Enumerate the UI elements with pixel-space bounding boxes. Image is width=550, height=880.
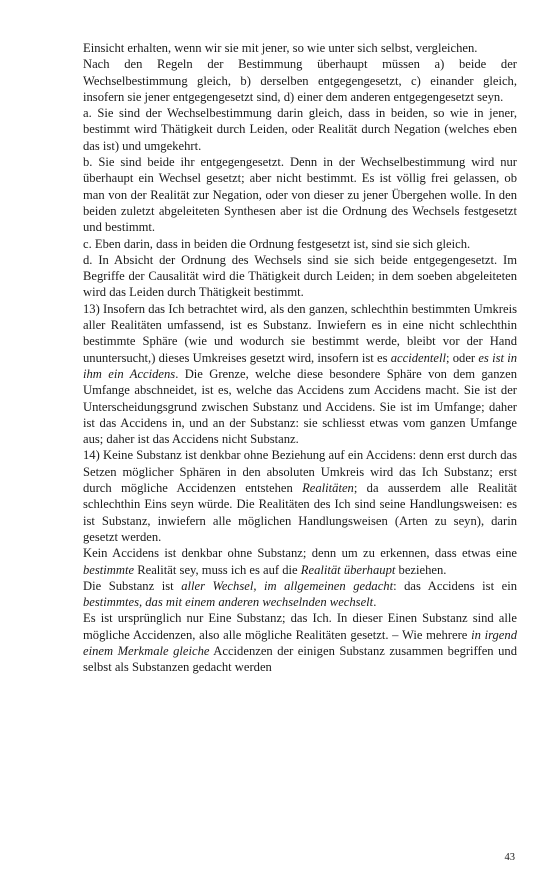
emphasis-text: Realität überhaupt xyxy=(300,562,396,577)
text-run: ; da ausserdem alle Realität schlechthin Eins seyn würde. Die Realitäten des Ich sind seine Handlungsweisen: es ist Substanz, inwiefern alle möglichen Handlungsweisen (Arten zu seyn), darin gesetzt werden. xyxy=(83,481,517,544)
text-run: : das Accidens ist ein xyxy=(393,578,517,593)
paragraph xyxy=(83,545,517,578)
paragraph xyxy=(83,56,517,105)
paragraph xyxy=(83,105,517,154)
text-run: 13) Insofern das Ich betrachtet wird, als den ganzen, schlechthin bestimmten Umkreis aller Realitäten umfassend, ist es Substanz. Inwiefern es in eine nicht schlechthin bestimmte Sphäre (wie und wodurch sie bestimmt werde, bleibt vor der Hand ununtersucht,) dieses Umkreises gesetzt wird, insofern ist es xyxy=(83,301,517,365)
emphasis-text: in irgend einem Merkmale gleiche xyxy=(83,627,517,658)
text-run: . xyxy=(373,595,377,610)
text-run: Es ist ursprünglich nur Eine Substanz; das Ich. In dieser Einen Substanz sind alle mögliche Accidenzen, also alle mögliche Realitäten gesetzt. – Wie mehrere xyxy=(83,611,517,642)
text-run: c. Eben darin, dass in beiden die Ordnung festgesetzt ist, sind sie sich gleich. xyxy=(83,236,471,251)
paragraph xyxy=(83,610,517,675)
text-run: Accidenzen der einigen Substanz zusammen begriffen und selbst als Substanzen gedacht werden xyxy=(83,643,517,675)
paragraph xyxy=(83,578,517,611)
text-run: ; oder xyxy=(446,350,479,365)
text-run: . Die Grenze, welche diese besondere Sphäre von dem ganzen Umfange abschneidet, ist es, welche das Accidens zum Accidens macht. Sie ist der Unterscheidungsgrund zwischen Substanz und Accidens. Sie ist im Umfange; daher ist das Accidens in, und an der Substanz: sie schliesst etwas vom ganzen Umfange aus; daher ist das Accidens nicht Substanz. xyxy=(83,366,517,447)
text-run: Nach den Regeln der Bestimmung überhaupt müssen a) beide der Wechselbestimmung gleich, b) derselben entgegengesetzt, c) einander gleich, insofern sie jener entgegengesetzt sind, d) einer dem anderen entgegengesetzt seyn. xyxy=(83,57,517,104)
text-run: 14) Keine Substanz ist denkbar ohne Beziehung auf ein Accidens: denn erst durch das Setzen möglicher Sphären in den absoluten Umkreis wird das Ich Substanz; erst durch mögliche Accidenzen entstehen xyxy=(83,448,517,496)
text-run: beziehen. xyxy=(395,562,447,577)
text-run: Realität sey, muss ich es auf die xyxy=(134,562,301,577)
page-number: 43 xyxy=(504,852,515,863)
paragraph xyxy=(83,236,517,252)
text-run: Die Substanz ist xyxy=(83,578,182,593)
paragraph xyxy=(83,40,517,56)
emphasis-text: accidentell xyxy=(390,350,446,365)
emphasis-text: bestimmtes, das mit einem anderen wechselnden wechselt xyxy=(83,595,374,610)
paragraph xyxy=(83,301,517,448)
emphasis-text: aller Wechsel, im allgemeinen gedacht xyxy=(181,578,394,593)
text-run: b. Sie sind beide ihr entgegengesetzt. Denn in der Wechselbestimmung wird nur überhaupt ein Wechsel gesetzt; aber nicht bestimmt. Es ist völlig frei gelassen, ob man von der Realität zur Negation, oder von dieser zu jener Übergehen wolle. In den beiden zuletzt abgeleiteten Synthesen aber ist die Ordnung des Wechsels festgesetzt und bestimmt. xyxy=(83,155,517,235)
paragraph xyxy=(83,252,517,301)
paragraph xyxy=(83,154,517,235)
emphasis-text: Realitäten xyxy=(302,481,354,496)
page-body xyxy=(83,40,517,676)
text-run: d. In Absicht der Ordnung des Wechsels sind sie sich beide entgegengesetzt. Im Begriffe der Causalität wird die Thätigkeit durch Leiden; in dem soeben abgeleiteten wird das Leiden durch Thätigkeit bestimmt. xyxy=(83,252,517,300)
text-run: Einsicht erhalten, wenn wir sie mit jener, so wie unter sich selbst, vergleichen. xyxy=(83,41,478,55)
emphasis-text: bestimmte xyxy=(83,562,135,577)
paragraph xyxy=(83,447,517,545)
text-run: a. Sie sind der Wechselbestimmung darin gleich, dass in beiden, so wie in jener, bestimmt wird Thätigkeit durch Leiden, oder Realität durch Negation (welches eben das ist) und umgekehrt. xyxy=(83,106,517,153)
emphasis-text: es ist in ihm ein Accidens xyxy=(83,350,517,381)
text-run: Kein Accidens ist denkbar ohne Substanz; denn um zu erkennen, dass etwas eine xyxy=(83,546,517,561)
